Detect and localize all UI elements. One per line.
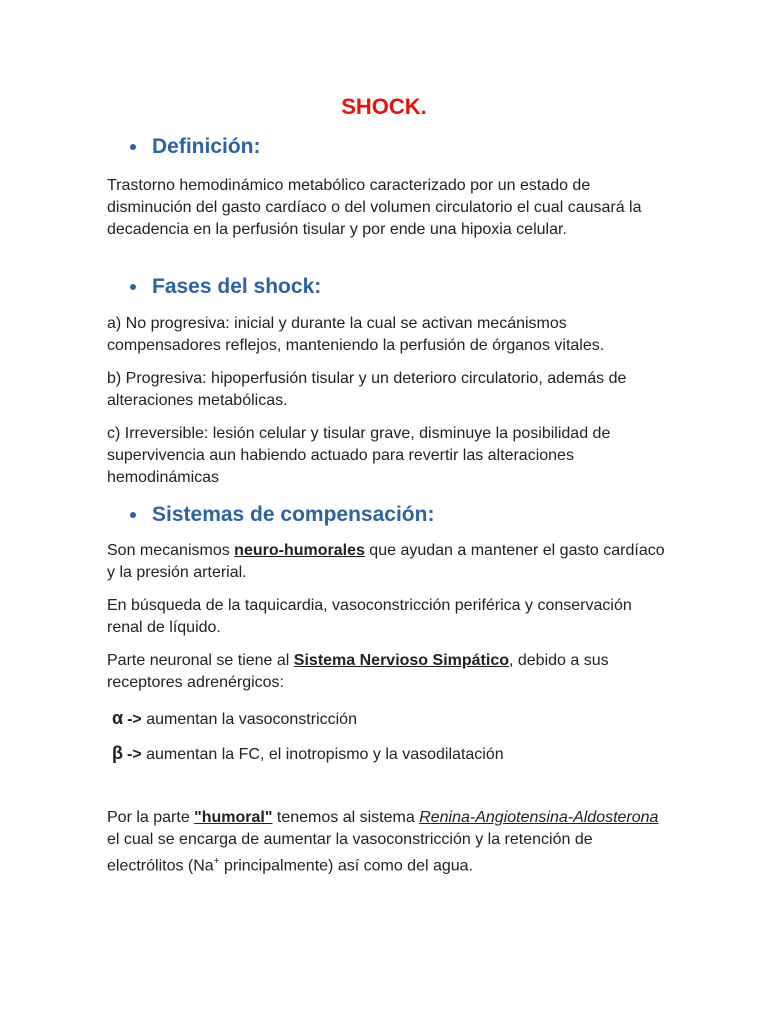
document-title: SHOCK. (341, 94, 427, 119)
text-span: aumentan la FC, el inotropismo y la vasodilatación (141, 746, 504, 763)
bullet-icon (130, 144, 136, 150)
heading-text: Fases del shock: (152, 275, 322, 298)
humoral-term: "humoral" (194, 809, 273, 826)
heading-text: Sistemas de compensación: (152, 503, 435, 526)
text-span: aumentan la vasoconstricción (141, 711, 357, 728)
heading-fases (130, 275, 321, 299)
arrow-icon: -> (127, 746, 142, 763)
raa-system-term: Renina-Angiotensina-Aldosterona (419, 809, 659, 826)
text-span: que ayudan a mantener el gasto cardíaco y la presión arterial. (107, 542, 665, 581)
beta-symbol: β (112, 743, 123, 763)
beta-receptor-line (112, 742, 672, 766)
phase-b-paragraph: b) Progresiva: hipoperfusión tisular y un deterioro circulatorio, además de alteraciones metabólicas. (107, 370, 627, 409)
bullet-icon (130, 284, 136, 290)
arrow-icon: -> (127, 711, 142, 728)
text-span: Parte neuronal se tiene al (107, 652, 294, 669)
mechanisms-paragraph (107, 540, 667, 584)
definition-paragraph: Trastorno hemodinámico metabólico caracterizado por un estado de disminución del gasto cardíaco o del volumen circulatorio el cual causará la decadencia en la perfusión tisular y por ende una hipoxia celular. (107, 177, 642, 238)
alpha-symbol: α (112, 708, 124, 728)
text-span: Son mecanismos (107, 542, 235, 559)
phase-c-paragraph: c) Irreversible: lesión celular y tisular grave, disminuye la posibilidad de supervivencia aun habiendo actuado para revertir las alteraciones hemodinámicas (107, 425, 611, 486)
heading-text: Definición: (152, 135, 261, 158)
sistema-nervioso-term: Sistema Nervioso Simpático (293, 652, 509, 669)
alpha-receptor-line (112, 707, 672, 731)
text-span: tenemos al sistema (272, 809, 420, 826)
neuronal-paragraph (107, 650, 667, 694)
text-span: el cual se encarga de aumentar la vasoconstricción y la retención de electrólitos (Na (107, 831, 593, 875)
neuro-humorales-term: neuro-humorales (234, 542, 365, 559)
heading-sistemas (130, 503, 434, 527)
humoral-paragraph (107, 807, 667, 877)
text-span: , debido a sus receptores adrenérgicos: (107, 652, 609, 691)
text-span: Por la parte (107, 809, 195, 826)
heading-definicion (130, 135, 261, 159)
superscript-plus: + (213, 856, 220, 867)
phase-a-paragraph: a) No progresiva: inicial y durante la cual se activan mecánismos compensadores reflejos, manteniendo la perfusión de órganos vitales. (107, 315, 605, 354)
search-paragraph: En búsqueda de la taquicardia, vasoconstricción periférica y conservación renal de líquido. (107, 597, 632, 636)
bullet-icon (130, 512, 136, 518)
text-span: principalmente) así como del agua. (219, 857, 474, 875)
